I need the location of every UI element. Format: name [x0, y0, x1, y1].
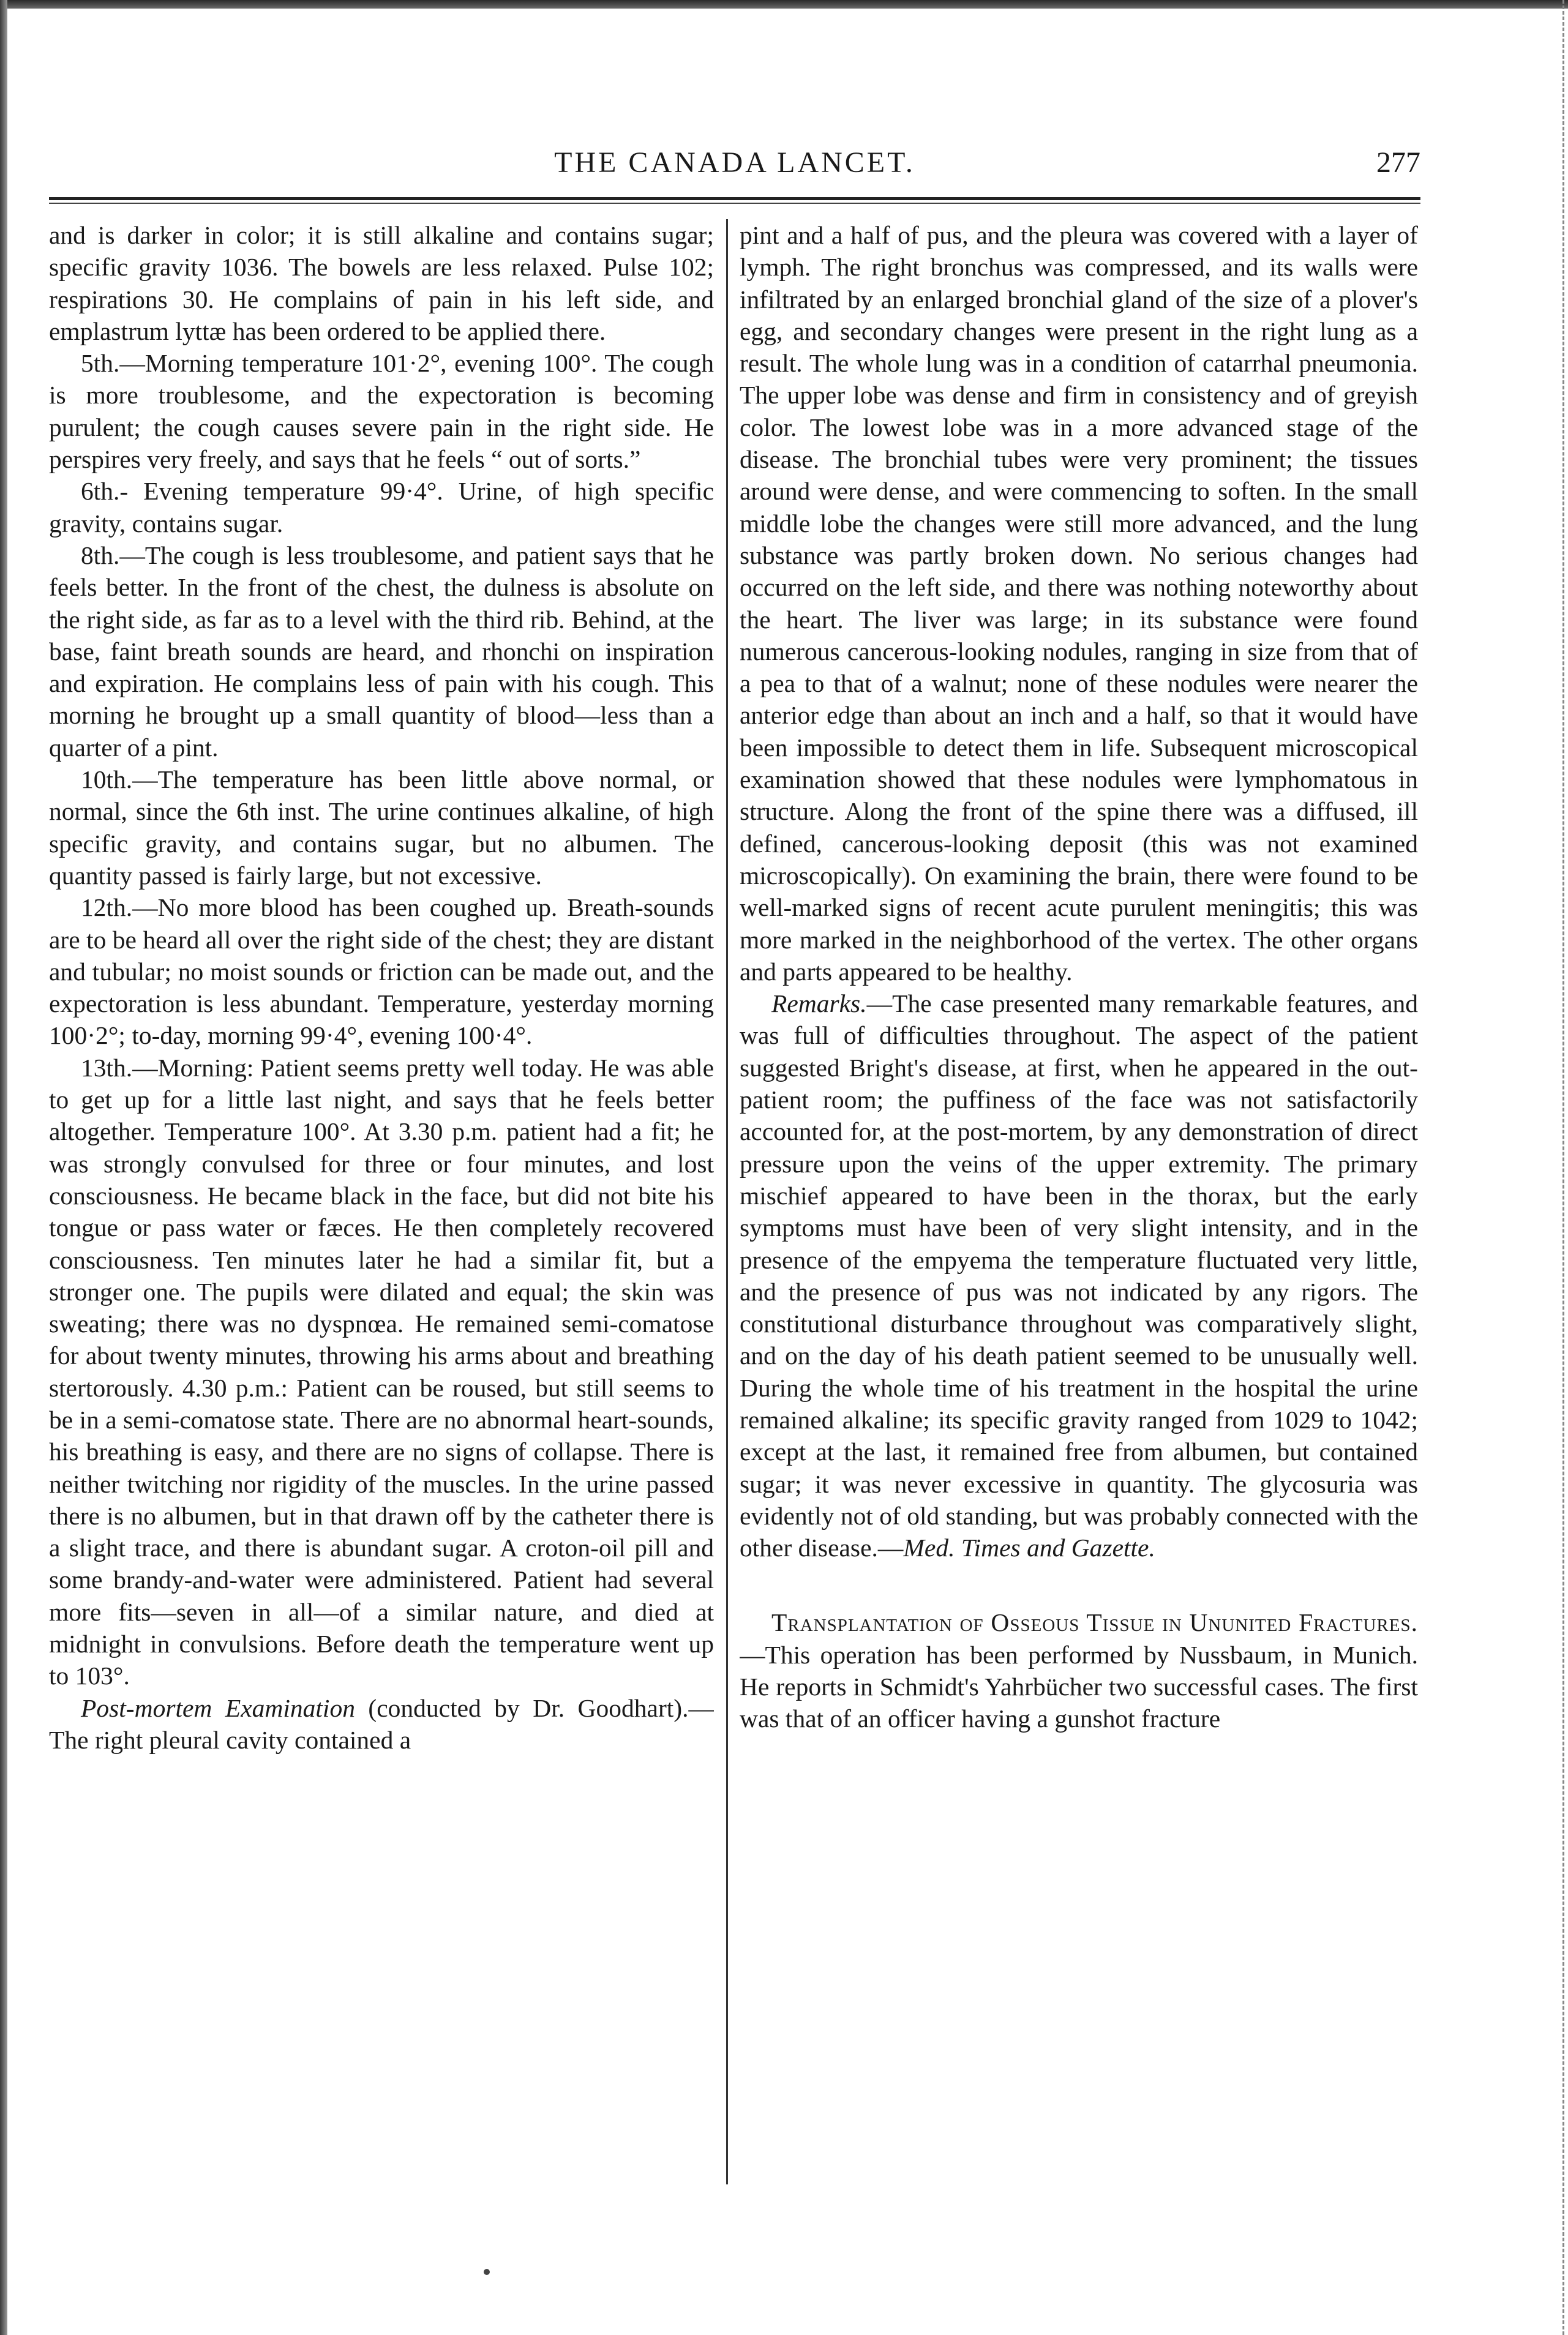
source-citation: Med. Times and Gazette. — [903, 1534, 1155, 1562]
paragraph: and is darker in color; it is still alkaline and contains sugar; specific gravity 1036. The bowels are less relaxed. Pulse 102; respirations 30. He complains of pain in his left side, and emplastrum lyttæ has been ordered to be applied there. — [49, 221, 714, 345]
paragraph: 10th.—The temperature has been little above normal, or normal, since the 6th inst. The urine continues alkaline, of high specific gravity, and contains sugar, but no albumen. The quantity passed is fairly large, but not excessive. — [49, 765, 714, 890]
scan-edge-left — [0, 0, 7, 2335]
page-number: 277 — [1376, 146, 1420, 179]
paragraph: pint and a half of pus, and the pleura was covered with a layer of lymph. The right bronchus was compressed, and its walls were infiltrated by an enlarged bronchial gland of the size of a plover's egg, and secondary changes were present in the right lung as a result. The whole lung was in a condition of catarrhal pneumonia. The upper lobe was dense and firm in consistency and of greyish color. The lowest lobe was in a more advanced stage of the disease. The bronchial tubes were very prominent; the tissues around were dense, and were commencing to soften. In the small middle lobe the changes were still more advanced, and the lung substance was partly broken down. No serious changes had occurred on the left side, and there was nothing noteworthy about the heart. The liver was large; in its substance were found numerous cancerous-looking nodules, ranging in size from that of a pea to that of a walnut; none of these nodules were nearer the anterior edge than about an inch and a half, so that it would have been impossible to detect them in life. Subsequent microscopical examination showed that these nodules were lymphomatous in structure. Along the front of the spine there was a diffused, ill defined, cancerous-looking deposit (this was not examined microscopically). On examining the brain, there were found to be well-marked signs of recent acute purulent meningitis; this was more marked in the neighborhood of the vertex. The other organs and parts appeared to be healthy. — [740, 221, 1418, 986]
paragraph: 5th.—Morning temperature 101·2°, evening 100°. The cough is more troublesome, and the expectoration is becoming purulent; the cough causes severe pain in the right side. He perspires very freely, and says that he feels “ out of sorts.” — [49, 349, 714, 474]
scan-edge-top — [0, 0, 1568, 9]
paragraph: 13th.—Morning: Patient seems pretty well today. He was able to get up for a little last night, and says that he feels better altogether. Temperature 100°. At 3.30 p.m. patient had a fit; he was strongly convulsed for three or four minutes, and lost consciousness. He became black in the face, but did not bite his tongue or pass water or fæces. He then completely recovered consciousness. Ten minutes later he had a similar fit, but a stronger one. The pupils were dilated and equal; the skin was sweating; there was no dyspnœa. He remained semi-comatose for about twenty minutes, throwing his arms about and breathing stertorously. 4.30 p.m.: Patient can be roused, but still seems to be in a semi-comatose state. There are no abnormal heart-sounds, his breathing is easy, and there are no signs of collapse. There is neither twitching nor rigidity of the muscles. In the urine passed there is no albumen, but in that drawn off by the catheter there is a slight trace, and there is abundant sugar. A croton-oil pill and some brandy-and-water were administered. Patient had several more fits—seven in all—of a similar nature, and died at midnight in convulsions. Before death the temperature went up to 103°. — [49, 1053, 714, 1690]
paragraph-text: —This operation has been performed by Nussbaum, in Munich. He reports in Schmidt's Yahrbücher two successful cases. The first was that of an officer having a gunshot fracture — [740, 1640, 1418, 1733]
paragraph: 8th.—The cough is less troublesome, and patient says that he feels better. In the front of the chest, the dulness is absolute on the right side, as far as to a level with the third rib. Behind, at the base, faint breath sounds are heard, and rhonchi on inspiration and expiration. He complains less of pain with his cough. This morning he brought up a small quantity of blood—less than a quarter of a pint. — [49, 541, 714, 762]
print-speck — [484, 2269, 490, 2275]
paragraph — [740, 1606, 1418, 1734]
paragraph-text: —The case presented many remarkable features, and was full of difficulties throughout. The aspect of the patient suggested Bright's disease, at first, when he appeared in the out-patient room; the puffiness of the face was not satisfactorily accounted for, at the post-mortem, by any demonstration of direct pressure upon the veins of the upper extremity. The primary mischief appeared to have been in the thorax, but the early symptoms must have been of very slight intensity, and in the presence of the empyema the temperature fluctuated very little, and the presence of pus was not indicated by any rigors. The constitutional disturbance throughout was comparatively slight, and on the day of his death patient seemed to be unusually well. During the whole time of his treatment in the hospital the urine remained alkaline; its specific gravity ranged from 1029 to 1042; except at the last, it remained free from albumen, but contained sugar; it was never excessive in quantity. The glycosuria was evidently not of old standing, but was probably connected with the other disease.— — [740, 989, 1418, 1562]
paragraph — [49, 1692, 714, 1756]
paragraph: 6th.- Evening temperature 99·4°. Urine, of high specific gravity, contains sugar. — [49, 477, 714, 538]
journal-title: THE CANADA LANCET. — [554, 146, 915, 179]
header-rule — [49, 197, 1420, 204]
paragraph: 12th.—No more blood has been coughed up. Breath-sounds are to be heard all over the right side of the chest; they are distant and tubular; no moist sounds or friction can be made out, and the expectoration is less abundant. Temperature, yesterday morning 100·2°; to-day, morning 99·4°, evening 100·4°. — [49, 893, 714, 1050]
running-header — [49, 140, 1420, 195]
paragraph — [740, 988, 1418, 1564]
section-heading: Transplantation of Osseous Tissue in Ununited Fractures. — [771, 1608, 1418, 1637]
column-divider — [726, 219, 728, 2184]
scan-edge-right — [1562, 0, 1568, 2335]
left-column — [49, 219, 714, 2203]
paragraph-text: (conducted by Dr. Goodhart).—The right pleural cavity contained a — [49, 1693, 714, 1754]
right-column — [740, 219, 1418, 2203]
paragraph-lead: Remarks. — [771, 989, 867, 1018]
paragraph-lead: Post-mortem Examination — [81, 1693, 355, 1722]
